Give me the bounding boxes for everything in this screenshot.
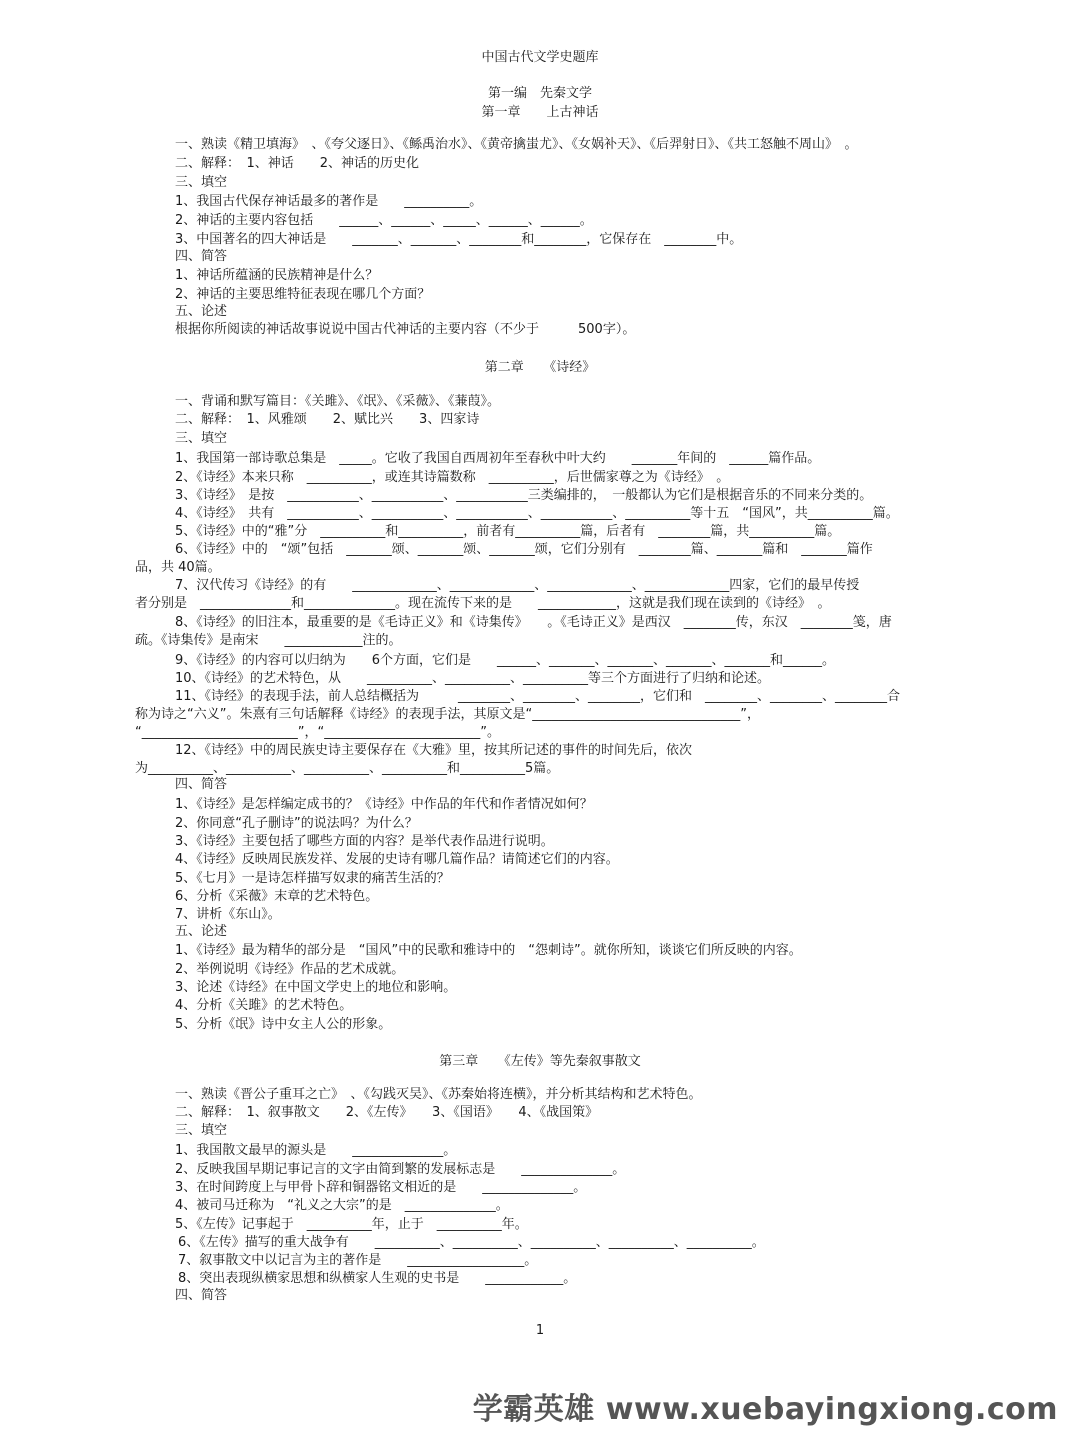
ch1-line: 二、解释： 1、神话 2、神话的历史化 [175, 156, 420, 171]
ch2-line: 者分别是 ______________和______________。现在流传下来的是 ____________，这就是我们现在读到的《诗经》 。 [135, 596, 831, 611]
chapter-2-heading: 第二章 《诗经》 [484, 360, 596, 375]
ch2-line: 3、论述《诗经》在中国文学史上的地位和影响。 [175, 980, 457, 995]
ch2-line: 6、分析《采薇》末章的艺术特色。 [175, 889, 379, 904]
ch1-line: 三、填空 [175, 175, 228, 190]
ch1-line: 3、中国著名的四大神话是 _______、_______、________和________，它保存在 ________中。 [175, 232, 743, 247]
ch2-line: 5、《诗经》中的“雅”分 __________和__________，前者有__________篇，后者有 ________篇，共__________篇。 [175, 524, 841, 539]
ch2-line: 二、解释： 1、风雅颂 2、赋比兴 3、四家诗 [175, 412, 480, 427]
ch2-line: 4、分析《关雎》的艺术特色。 [175, 998, 353, 1013]
ch2-line: 3、《诗经》主要包括了哪些方面的内容？是举代表作品进行说明。 [175, 834, 554, 849]
ch2-line: 2、《诗经》本来只称 __________，或连其诗篇数称 __________，后世儒家尊之为《诗经》 。 [175, 470, 730, 485]
ch1-line: 根据你所阅读的神话故事说说中国古代神话的主要内容（不少于 500字）。 [175, 322, 636, 337]
ch2-line: 4、《诗经》 共有 ___________、___________、___________、___________、__________等十五 “国风”，共__________篇。 [175, 506, 899, 521]
doc-title: 中国古代文学史题库 [481, 50, 599, 65]
ch2-line: 7、讲析《东山》。 [175, 907, 281, 922]
ch1-line: 1、我国古代保存神话最多的著作是 __________。 [175, 194, 483, 209]
chapter-1-heading: 第一章 上古神话 [481, 105, 599, 120]
ch2-line: 10、《诗经》的艺术特色，从 __________、__________、__________等三个方面进行了归纳和论述。 [175, 671, 771, 686]
ch3-line: 5、《左传》记事起于 __________年，止于 __________年。 [175, 1217, 528, 1232]
ch2-line: 1、我国第一部诗歌总集是 _____。它收了我国自西周初年至春秋中叶大约 _______年间的 ______篇作品。 [175, 451, 821, 466]
ch2-line: 疏。《诗集传》是南宋 ____________注的。 [135, 633, 402, 648]
ch2-line: 2、你同意“孔子删诗”的说法吗？为什么？ [175, 816, 418, 831]
ch3-line: 6、《左传》描写的重大战争有 __________、__________、__________、__________、__________。 [178, 1235, 765, 1250]
ch2-line: 9、《诗经》的内容可以归纳为 6个方面，它们是 ______、_______、_______、_______、_______和______。 [175, 653, 836, 668]
ch2-line: 为__________、__________、__________、__________和__________5篇。 [135, 761, 560, 776]
ch3-line: 7、叙事散文中以记言为主的著作是 __________________。 [178, 1253, 538, 1268]
ch1-line: 1、神话所蕴涵的民族精神是什么？ [175, 268, 379, 283]
ch2-line: 品，共 40篇。 [135, 560, 221, 575]
ch2-line: 2、举例说明《诗经》作品的艺术成就。 [175, 962, 405, 977]
ch1-line: 四、简答 [175, 249, 228, 264]
ch1-line: 一、熟读《精卫填海》 、《夸父逐日》、《鲧禹治水》、《黄帝擒蚩尤》、《女娲补天》、《后羿射日》、《共工怒触不周山》 。 [175, 137, 858, 152]
ch2-line: 一、背诵和默写篇目：《关雎》、《氓》、《采薇》、《蒹葭》。 [175, 394, 501, 409]
chapter-3-heading: 第三章 《左传》等先秦叙事散文 [439, 1054, 641, 1069]
ch3-line: 8、突出表现纵横家思想和纵横家人生观的史书是 ____________。 [178, 1271, 577, 1286]
ch2-line: “________________________”，“________________________”。 [135, 725, 500, 740]
ch3-line: 1、我国散文最早的源头是 ______________。 [175, 1143, 457, 1158]
ch2-line: 三、填空 [175, 431, 228, 446]
ch1-line: 2、神话的主要思维特征表现在哪几个方面？ [175, 287, 431, 302]
ch2-line: 1、《诗经》最为精华的部分是 “国风”中的民歌和雅诗中的 “怨刺诗”。就你所知，谈谈它们所反映的内容。 [175, 943, 802, 958]
watermark-text: 学霸英雄 www.xuebayingxiong.com [472, 1392, 1058, 1427]
ch3-line: 四、简答 [175, 1288, 228, 1303]
page-number: 1 [535, 1323, 545, 1338]
ch2-line: 4、《诗经》反映周民族发祥、发展的史诗有哪几篇作品？请简述它们的内容。 [175, 852, 619, 867]
ch1-line: 2、神话的主要内容包括 ______、______、_____、______、______。 [175, 213, 593, 228]
ch2-line: 五、论述 [175, 924, 228, 939]
ch2-line: 11、《诗经》的表现手法，前人总结概括为 ________、________、________，它们和 ________、________、________合 [175, 689, 901, 704]
part-title: 第一编 先秦文学 [487, 86, 592, 101]
ch2-line: 3、《诗经》 是按 ___________、___________、___________三类编排的， 一般都认为它们是根据音乐的不同来分类的。 [175, 488, 873, 503]
ch3-line: 二、解释： 1、叙事散文 2、《左传》 3、《国语》 4、《战国策》 [175, 1105, 599, 1120]
ch3-line: 三、填空 [175, 1123, 228, 1138]
ch2-line: 6、《诗经》中的 “颂”包括 _______颂、_______颂、_______颂，它们分别有 ________篇、_______篇和 _______篇作 [175, 542, 873, 557]
ch3-line: 4、被司马迁称为 “礼义之大宗”的是 ______________。 [175, 1198, 509, 1213]
ch3-line: 3、在时间跨度上与甲骨卜辞和铜器铭文相近的是 ______________。 [175, 1180, 587, 1195]
ch2-line: 四、简答 [175, 777, 228, 792]
ch3-line: 一、熟读《晋公子重耳之亡》 、《勾践灭吴》、《苏秦始将连横》，并分析其结构和艺术特色。 [175, 1087, 702, 1102]
ch2-line: 5、分析《氓》诗中女主人公的形象。 [175, 1017, 392, 1032]
ch2-line: 8、《诗经》的旧注本，最重要的是《毛诗正义》和《诗集传》 。《毛诗正义》是西汉 ________传，东汉 ________笺，唐 [175, 615, 892, 630]
ch1-line: 五、论述 [175, 304, 228, 319]
ch2-line: 称为诗之“六义”。朱熹有三句话解释《诗经》的表现手法，其原文是“________________________________”， [135, 707, 760, 722]
ch2-line: 5、《七月》一是诗怎样描写奴隶的痛苦生活的？ [175, 871, 450, 886]
ch2-line: 7、汉代传习《诗经》的有 _____________、_____________、_____________、_____________四家，它们的最早传授 [175, 578, 860, 593]
ch3-line: 2、反映我国早期记事记言的文字由简到繁的发展标志是 ______________。 [175, 1162, 626, 1177]
ch2-line: 12、《诗经》中的周民族史诗主要保存在《大雅》里，按其所记述的事件的时间先后，依次 [175, 743, 693, 758]
ch2-line: 1、《诗经》是怎样编定成书的？《诗经》中作品的年代和作者情况如何？ [175, 797, 593, 812]
